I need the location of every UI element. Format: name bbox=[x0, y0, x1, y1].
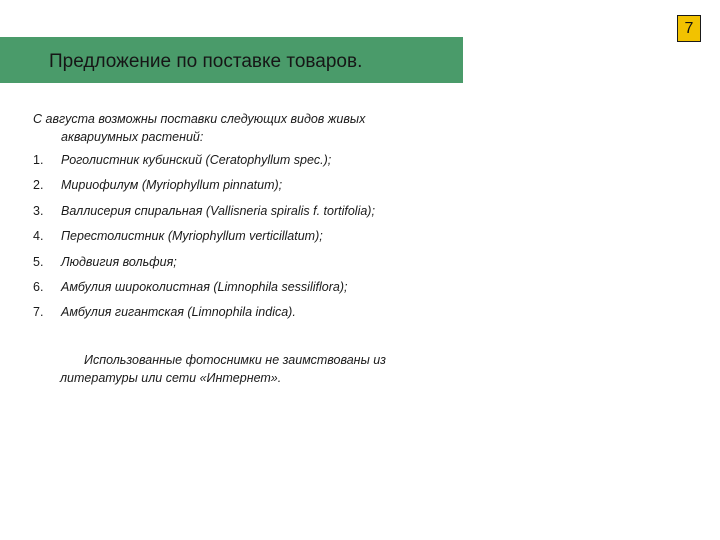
list-item-text: Мириофилум (Myriophyllum pinnatum); bbox=[61, 178, 283, 192]
note-line-2: литературы или сети «Интернет». bbox=[60, 371, 282, 385]
intro-paragraph bbox=[33, 110, 453, 146]
intro-line-2: аквариумных растений: bbox=[61, 130, 204, 144]
title-banner bbox=[0, 37, 463, 83]
note-line-1: Использованные фотоснимки не заимствованы из bbox=[84, 353, 386, 367]
list-item-number: 2. bbox=[33, 178, 44, 192]
list-item-text: Амбулия широколистная (Limnophila sessiliflora); bbox=[61, 280, 348, 294]
intro-line-1: С августа возможны поставки следующих видов живых bbox=[33, 112, 366, 126]
list-item-text: Перестолистник (Myriophyllum verticillatum); bbox=[61, 229, 323, 243]
list-item-text: Валлисерия спиральная (Vallisneria spiralis f. tortifolia); bbox=[61, 204, 375, 218]
list-item-text: Амбулия гигантская (Limnophila indica). bbox=[61, 305, 296, 319]
list-item-text: Роголистник кубинский (Ceratophyllum spec.); bbox=[61, 153, 332, 167]
list-item-text: Людвигия вольфия; bbox=[61, 255, 177, 269]
page-number-badge: 7 bbox=[677, 15, 701, 42]
list-item-number: 6. bbox=[33, 280, 44, 294]
list-item-number: 5. bbox=[33, 255, 44, 269]
page-title: Предложение по поставке товаров. bbox=[49, 51, 363, 72]
list-item-number: 3. bbox=[33, 204, 44, 218]
list-item-number: 4. bbox=[33, 229, 44, 243]
list-item-number: 7. bbox=[33, 305, 44, 319]
list-item-number: 1. bbox=[33, 153, 44, 167]
photo-note bbox=[60, 351, 460, 387]
